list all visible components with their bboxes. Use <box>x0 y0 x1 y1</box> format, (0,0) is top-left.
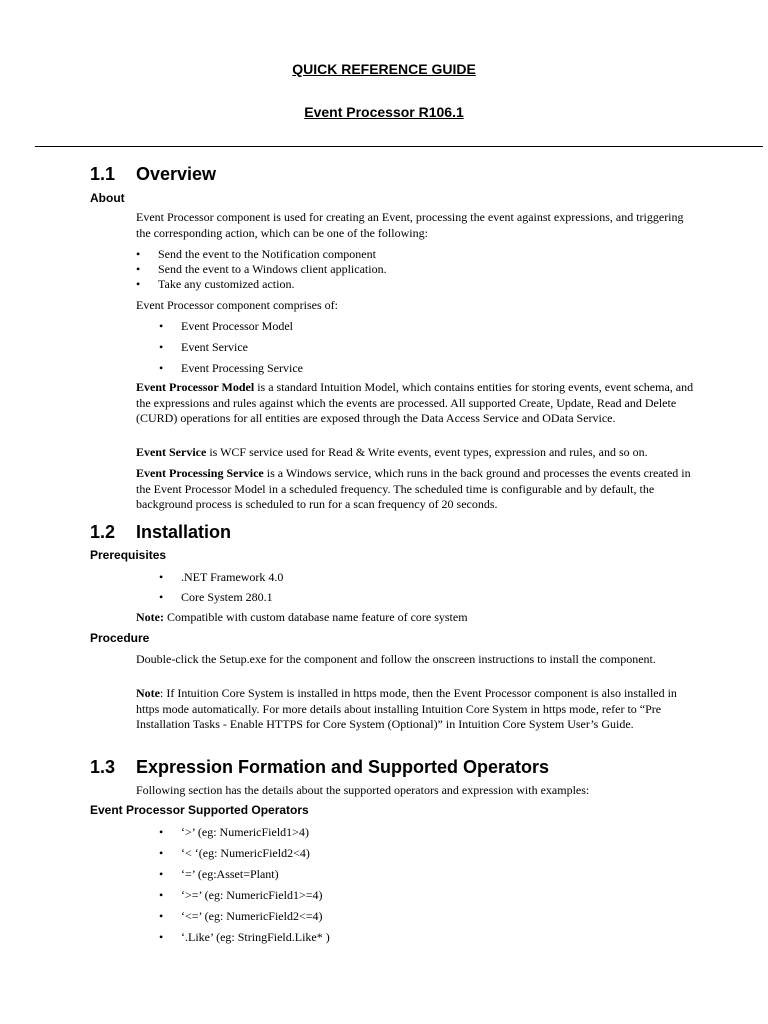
product-title: Event Processor R106.1 <box>304 104 464 120</box>
comprises-intro: Event Processor component comprises of: <box>136 298 338 312</box>
subheading-about: About <box>90 191 125 205</box>
section-heading-installation <box>90 521 231 543</box>
expression-intro: Following section has the details about the supported operators and expression with examples: <box>136 783 590 797</box>
model-description: Event Processor Model is a standard Intuition Model, which contains entities for storing events, event schema, and the expressions and rules against which the events are processed. All supported Create, Update, Read and Delete (CURD) operations for all entities are exposed through the Data Access Service and OData Service. <box>136 380 694 425</box>
section-heading-overview <box>90 163 216 185</box>
procedure-note: Note: If Intuition Core System is installed in https mode, then the Event Processor component is also installed in https mode automatically. For more details about installing Intuition Core System in https mode, refer to “Pre Installation Tasks - Enable HTTPS for Core System (Optional)” in Intuition Core System User’s Guide. <box>136 686 677 731</box>
section-heading-expression <box>90 756 549 778</box>
header-divider <box>35 146 763 147</box>
model-term: Event Processor Model <box>136 380 255 394</box>
subheading-operators: Event Processor Supported Operators <box>90 803 309 817</box>
section-number: 1.1 <box>90 164 116 184</box>
document-page: QUICK REFERENCE GUIDE Event Processor R106.1 1.1 Overview About Event Processor component is used for creating an Event, processing the event against expressions, and triggering the corresponding action, which can be one of the following: • Send the event to the Notification component • Send the event to a Windows client application. • Take any customized action. Event Processor component comprises of: • Event Processor Model • Event Service • Event Processing Service Event Processor Model is a standard Intuition Model, which contains entities for storing events, event schema, and the expressions and rules against which the events are processed. All supported Create, Update, Read and Delete (CURD) operations for all entities are exposed through the Data Access Service and OData Service. Event Service is WCF service used for Read & Write events, event types, expression and rules, and so on. Event Processing Service is a Windows service, which runs in the back ground and processes the events created in the Event Processor Model in a scheduled frequency. The scheduled time is configurable and by default, the background process is scheduled to run for a scan frequency of 20 seconds. 1.2 Installation Prerequisites • .NET Framework 4.0 • Core System 280.1 Note: Compatible with custom database name feature of core system Procedure Double-click the Setup.exe for the component and follow the onscreen instructions to install the component. Note: If Intuition Core System is installed in https mode, then the Event Processor component is also installed in https mode automatically. For more details about installing Intuition Core System in https mode, refer to “Pre Installation Tasks - Enable HTTPS for Core System (Optional)” in Intuition Core System User’s Guide. 1.3 Expression Formation and Supported Operators Following section has the details about the supported operators and expression with examples: Event Processor Supported Operators • ‘>’ (eg: NumericField1>4) • ‘< ‘(eg: NumericField2<4) • ‘=’ (eg:Asset=Plant) • ‘>=’ (eg: NumericField1>=4) • ‘<=’ (eg: NumericField2<=4) • ‘.Like’ (eg: StringField.Like* ) <box>0 0 768 1024</box>
service-term: Event Service <box>136 445 207 459</box>
guide-title: QUICK REFERENCE GUIDE <box>292 61 476 77</box>
procedure-text: Double-click the Setup.exe for the component and follow the onscreen instructions to install the component. <box>136 652 656 666</box>
processing-term: Event Processing Service <box>136 466 264 480</box>
section-title: Installation <box>136 522 232 542</box>
processing-description: Event Processing Service is a Windows service, which runs in the back ground and processes the events created in the Event Processor Model in a scheduled frequency. The scheduled time is configurable and by default, the background process is scheduled to run for a scan frequency of 20 seconds. <box>136 466 691 511</box>
section-number: 1.3 <box>90 757 116 777</box>
section-title: Overview <box>136 164 217 184</box>
subheading-prerequisites: Prerequisites <box>90 548 167 562</box>
service-description: Event Service is WCF service used for Read & Write events, event types, expression and rules, and so on. <box>136 445 648 459</box>
section-title: Expression Formation and Supported Operators <box>136 757 550 777</box>
subheading-procedure: Procedure <box>90 631 150 645</box>
overview-intro: Event Processor component is used for creating an Event, processing the event against expressions, and triggering the corresponding action, which can be one of the following: <box>136 210 684 240</box>
prerequisites-note: Note: Compatible with custom database name feature of core system <box>136 610 468 624</box>
section-number: 1.2 <box>90 522 116 542</box>
